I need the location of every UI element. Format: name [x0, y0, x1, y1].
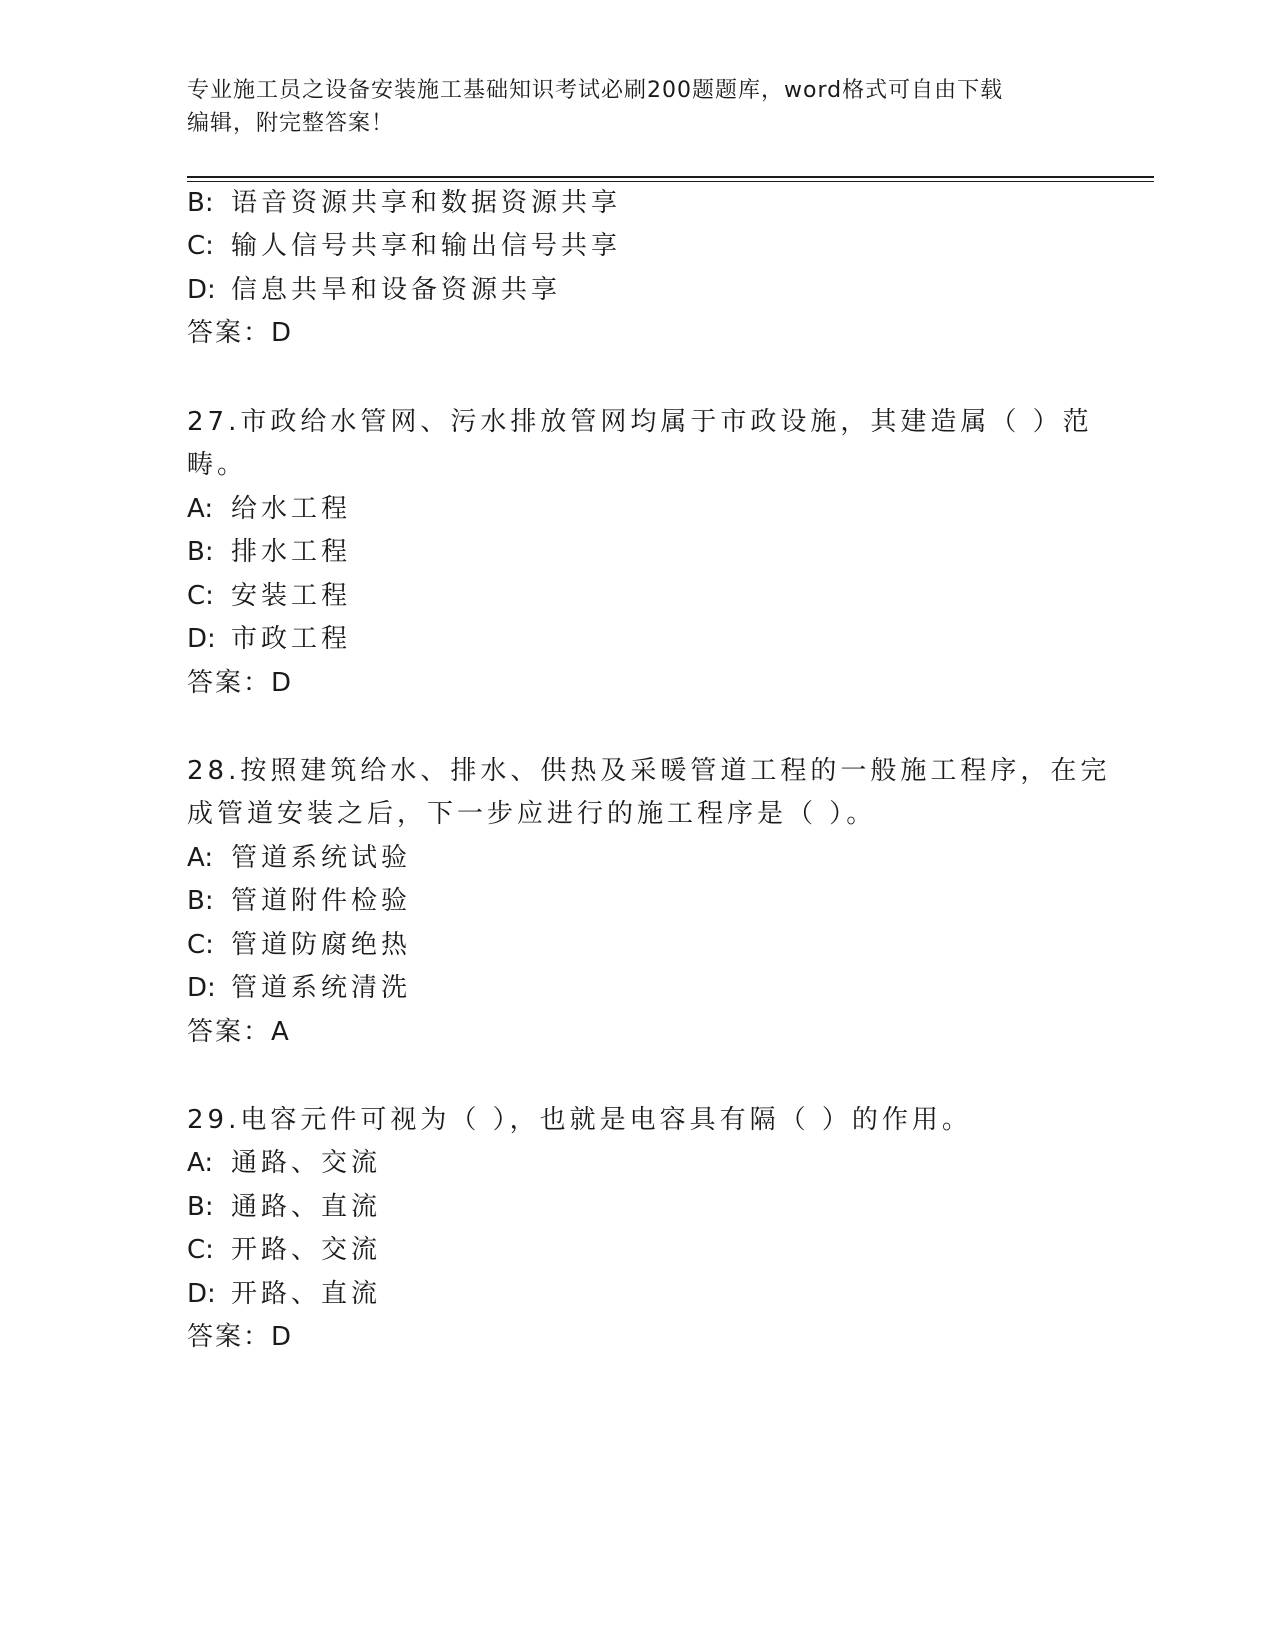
option-text: 语音资源共享和数据资源共享 — [231, 188, 622, 218]
option-letter: A: — [187, 494, 214, 524]
header-line-1: 专业施工员之设备安装施工基础知识考试必刷200题题库，word格式可自由下载 — [187, 78, 1004, 103]
q27-answer — [187, 667, 291, 699]
option-letter: D: — [187, 973, 216, 1003]
option-letter: D: — [187, 1279, 216, 1309]
answer-value: D — [271, 668, 292, 698]
header-divider-thin — [187, 181, 1154, 182]
answer-value: D — [271, 1322, 292, 1352]
answer-label: 答案： — [187, 1322, 272, 1352]
answer-label: 答案： — [187, 1017, 272, 1047]
option-letter: C: — [187, 231, 214, 261]
option-text: 安装工程 — [231, 581, 352, 611]
option-letter: A: — [187, 1148, 214, 1178]
q28-option-c — [187, 929, 411, 961]
option-text: 通路、交流 — [231, 1148, 382, 1178]
q29-option-a — [187, 1147, 381, 1179]
q28-option-d — [187, 972, 411, 1004]
q27-option-a — [187, 493, 351, 525]
q27-option-b — [187, 536, 351, 568]
answer-value: D — [271, 318, 292, 348]
option-text: 管道系统清洗 — [231, 973, 412, 1003]
header-line-2: 编辑，附完整答案！ — [187, 111, 395, 136]
option-letter: B: — [187, 188, 214, 218]
q26-option-c — [187, 230, 621, 262]
option-text: 通路、直流 — [231, 1192, 382, 1222]
option-text: 开路、直流 — [231, 1279, 382, 1309]
document-header — [187, 74, 1087, 140]
option-text: 输人信号共享和输出信号共享 — [231, 231, 622, 261]
q29-option-b — [187, 1191, 381, 1223]
option-text: 信息共旱和设备资源共享 — [231, 275, 562, 305]
q26-answer — [187, 317, 291, 349]
header-divider-thick — [187, 176, 1154, 178]
q29-stem-line-1: 29.电容元件可视为（ ），也就是电容具有隔（ ）的作用。 — [187, 1105, 972, 1135]
answer-value: A — [271, 1017, 289, 1047]
q27-option-c — [187, 580, 351, 612]
option-letter: A: — [187, 843, 214, 873]
q29-option-c — [187, 1234, 381, 1266]
q29-answer — [187, 1321, 291, 1353]
q27-stem-line-2: 畴。 — [187, 450, 248, 480]
q28-stem-line-1: 28.按照建筑给水、排水、供热及采暖管道工程的一般施工程序，在完 — [187, 756, 1111, 786]
option-letter: C: — [187, 930, 214, 960]
option-letter: B: — [187, 1192, 214, 1222]
answer-label: 答案： — [187, 668, 272, 698]
option-letter: D: — [187, 624, 216, 654]
option-text: 管道系统试验 — [231, 843, 412, 873]
q29-option-d — [187, 1278, 381, 1310]
option-text: 市政工程 — [231, 624, 352, 654]
q28-option-a — [187, 842, 411, 874]
option-text: 开路、交流 — [231, 1235, 382, 1265]
q26-option-b — [187, 187, 621, 219]
option-text: 管道防腐绝热 — [231, 930, 412, 960]
option-text: 管道附件检验 — [231, 886, 412, 916]
q27-stem-line-1: 27.市政给水管网、污水排放管网均属于市政设施，其建造属（ ）范 — [187, 407, 1093, 437]
option-letter: C: — [187, 581, 214, 611]
q28-answer — [187, 1016, 289, 1048]
option-letter: C: — [187, 1235, 214, 1265]
option-text: 排水工程 — [231, 537, 352, 567]
q27-option-d — [187, 623, 351, 655]
answer-label: 答案： — [187, 318, 272, 348]
option-letter: B: — [187, 886, 214, 916]
option-letter: D: — [187, 275, 216, 305]
option-text: 给水工程 — [231, 494, 352, 524]
q26-option-d — [187, 274, 561, 306]
q28-option-b — [187, 885, 411, 917]
option-letter: B: — [187, 537, 214, 567]
q28-stem-line-2: 成管道安装之后，下一步应进行的施工程序是（ ）。 — [187, 799, 877, 829]
